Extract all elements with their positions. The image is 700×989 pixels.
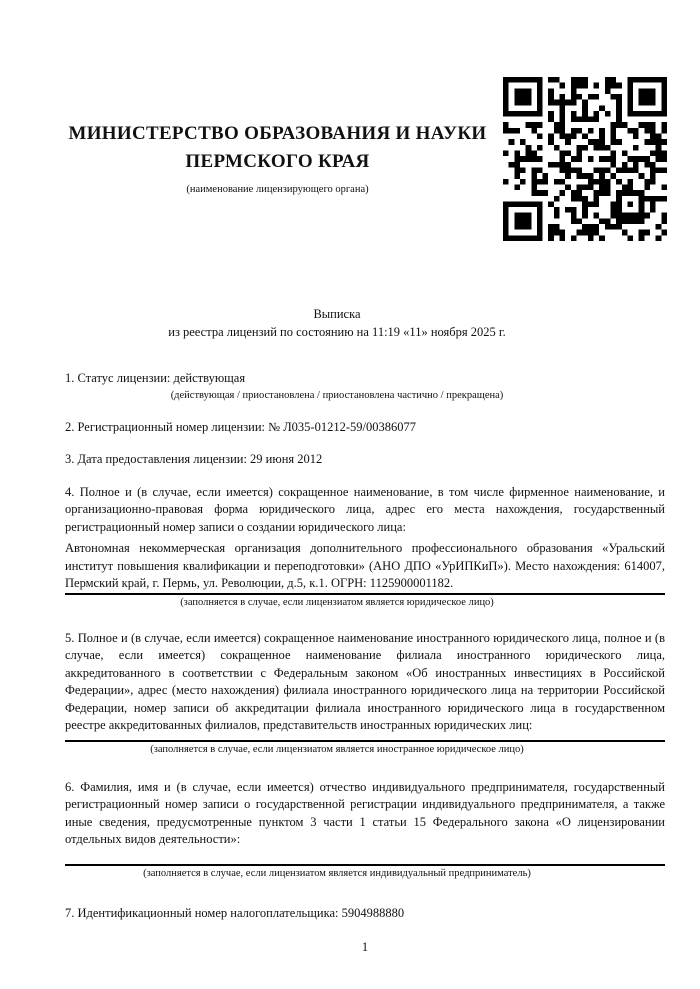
extract-title: Выписка <box>313 307 361 321</box>
section-caption: (заполняется в случае, если лицензиатом является индивидуальный предприниматель) <box>143 867 531 879</box>
section-caption: (заполняется в случае, если лицензиатом является юридическое лицо) <box>180 596 494 608</box>
section-caption: (заполняется в случае, если лицензиатом является иностранное юридическое лицо) <box>150 743 524 755</box>
section-text: 3. Дата предоставления лицензии: 29 июня 2012 <box>65 452 323 466</box>
fill-in-rule <box>65 740 665 742</box>
section-license-date <box>65 451 665 469</box>
section-foreign-entity <box>65 630 665 757</box>
section-text: 7. Идентификационный номер налогоплательщика: 5904988880 <box>65 905 405 920</box>
section-text: 2. Регистрационный номер лицензии: № Л035-01212-59/00386077 <box>65 419 416 434</box>
section-registration-number <box>65 419 665 437</box>
section-individual-entrepreneur <box>65 779 665 881</box>
ministry-caption: (наименование лицензирующего органа) <box>186 184 369 195</box>
extract-subtitle: из реестра лицензий по состоянию на 11:19 «11» ноября 2025 г. <box>168 324 506 339</box>
section-caption: (действующая / приостановлена / приостановлена частично / прекращена) <box>170 389 504 401</box>
section-taxpayer-number <box>65 905 665 923</box>
blank-line <box>65 849 665 864</box>
qr-code <box>503 77 667 241</box>
section-text: 4. Полное и (в случае, если имеется) сокращенное наименование, в том числе фирменное наименование, и организационно-правовая форма юридического лица, адрес его места нахождения, государственный регистрационный номер записи о создании юридического лица: <box>65 484 665 534</box>
fill-in-rule <box>65 864 665 866</box>
ministry-name-line2: ПЕРМСКОГО КРАЯ <box>185 151 370 172</box>
section-license-status <box>65 370 665 403</box>
extract-title-block <box>65 306 609 341</box>
section-text: 5. Полное и (в случае, если имеется) сокращенное наименование иностранного юридического лица, полное и (в случае, если имеется) сокращенное наименование филиала иностранного юридического лица, аккредитованного в соответствии с Федеральным законом «Об иностранных инвестициях в Российской Федерации», адрес (место нахождения) филиала иностранного юридического лица на территории Российской Федерации, номер записи об аккредитации филиала иностранного юридического лица в государственном реестре аккредитованных филиалов, представительств иностранных юридических лиц: <box>65 630 665 732</box>
section-text: 6. Фамилия, имя и (в случае, если имеется) отчество индивидуального предпринимателя, государственный регистрационный номер записи о государственной регистрации индивидуального предпринимателя, а также иные сведения, предусмотренные пунктом 3 части 1 статьи 15 Федерального закона «О лицензировании отдельных видов деятельности»: <box>65 779 665 846</box>
section-legal-entity <box>65 484 665 610</box>
fill-in-rule <box>65 593 665 595</box>
page-number: 1 <box>361 940 369 954</box>
issuing-authority-block <box>65 120 490 196</box>
ministry-name-line1: МИНИСТЕРСТВО ОБРАЗОВАНИЯ И НАУКИ <box>68 123 487 144</box>
document-header <box>65 0 665 270</box>
section-text: 1. Статус лицензии: действующая <box>65 371 246 385</box>
section-value: Автономная некоммерческая организация дополнительного профессионального образования «Уральский институт повышения квалификации и переподготовки» (АНО ДПО «УрИПКиП»). Место нахождения: 614007, Пермский край, г. Пермь, ул. Революции, д.5, к.1. ОГРН: 1125900001182. <box>65 541 665 590</box>
